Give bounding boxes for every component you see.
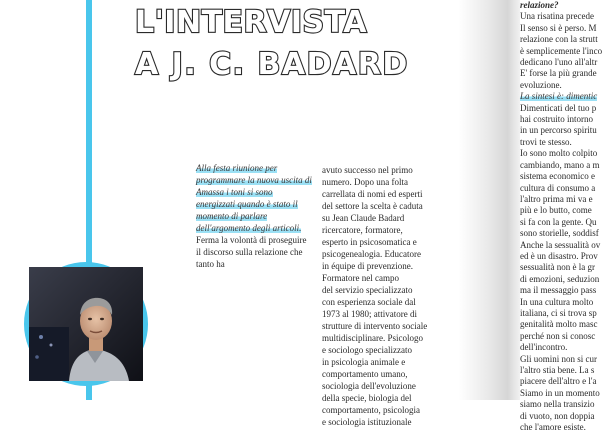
right-line: italiana, ci si trova sp bbox=[520, 307, 597, 318]
right-line: Anche la sessualità ov bbox=[520, 239, 601, 250]
right-line: ma il messaggio pass bbox=[520, 285, 597, 296]
middle-line: del settore la scelta è caduta bbox=[322, 201, 423, 211]
right-line: è semplicemente l'inco bbox=[520, 45, 602, 56]
right-line: piacere dell'altro e l'a bbox=[520, 376, 597, 387]
right-line: che l'amore esiste. bbox=[520, 422, 586, 433]
right-line: hai costruito intorno bbox=[520, 114, 593, 125]
middle-line: 1973 al 1980; attivatore di bbox=[322, 309, 417, 319]
middle-line: Formatore nel campo bbox=[322, 273, 399, 283]
right-line: sono storielle, soddisf bbox=[520, 228, 599, 239]
middle-line: ricercatore, formatore, bbox=[322, 225, 403, 235]
middle-line: esperto in psicosomatica e bbox=[322, 237, 417, 247]
right-line: sistema economico e bbox=[520, 171, 595, 182]
right-line: di emozioni, seduzion bbox=[520, 273, 600, 284]
intro-highlight: Alla festa riunione per programmare la nuova uscita di Amassa i toni si sono energizzati quando è stato il momento di parlare dell'argomento degli articoli. bbox=[196, 163, 312, 233]
right-line: Dimenticati del tuo p bbox=[520, 102, 597, 113]
right-line: di vuoto, non doppia bbox=[520, 410, 595, 421]
middle-line: psicogenealogia. Educatore bbox=[322, 249, 421, 259]
middle-line: della specie, biologia del bbox=[322, 393, 412, 403]
portrait-photo-icon bbox=[24, 262, 148, 386]
right-line: più e lo butto, come bbox=[520, 205, 592, 216]
middle-line: strutture di intervento sociale bbox=[322, 321, 428, 331]
middle-line: sociologia dell'evoluzione bbox=[322, 381, 416, 391]
middle-line: comportamento, psicologia bbox=[322, 405, 420, 415]
right-line: in un percorso spiritu bbox=[520, 125, 597, 136]
right-line: perché non si conosc bbox=[520, 330, 596, 341]
middle-line: in équipe di prevenzione. bbox=[322, 261, 413, 271]
right-line: trovi te stesso. bbox=[520, 136, 572, 147]
article-subtitle: A J. C. BADARD bbox=[135, 47, 409, 82]
right-line: Una risatina precede bbox=[520, 11, 594, 22]
right-column bbox=[520, 0, 602, 433]
right-line: ed è un disastro. Prov bbox=[520, 250, 598, 261]
right-line: Gli uomini non si cur bbox=[520, 353, 597, 364]
right-line: genitalità molto masc bbox=[520, 319, 598, 330]
right-line: relazione? bbox=[520, 0, 559, 10]
right-line: dell'incontro. bbox=[520, 342, 568, 353]
middle-line: su Jean Claude Badard bbox=[322, 213, 405, 223]
right-line: Il senso si è perso. M bbox=[520, 22, 597, 33]
middle-line: e sociologo specializzato bbox=[322, 345, 412, 355]
right-line: relazione con la strutt bbox=[520, 34, 598, 45]
page-fold-shadow bbox=[458, 0, 520, 400]
middle-line: multidisciplinare. Psicologo bbox=[322, 333, 423, 343]
middle-line: e sociologia istituzionale bbox=[322, 417, 412, 427]
middle-line: carrellata di nomi ed esperti bbox=[322, 189, 423, 199]
right-line: cambiando, mano a m bbox=[520, 159, 600, 170]
right-line bbox=[520, 91, 600, 102]
right-highlight: La sintesi è: dimentic bbox=[520, 91, 598, 102]
right-line: E' forse la più grande bbox=[520, 68, 597, 79]
right-line: evoluzione. bbox=[520, 79, 562, 90]
portrait-illustration bbox=[29, 267, 143, 381]
right-line: Io sono molto colpito bbox=[520, 148, 598, 159]
right-line: l'altro stia bene. La s bbox=[520, 365, 595, 375]
right-line: Siamo in un momento bbox=[520, 387, 600, 398]
right-line: si fa con la gente. Qu bbox=[520, 216, 597, 227]
right-line: siamo nella transizio bbox=[520, 399, 595, 410]
right-line: sessualità non è la gr bbox=[520, 262, 595, 273]
right-line: l'altro prima mi va e bbox=[520, 193, 593, 204]
right-line: cultura di consumo a bbox=[520, 182, 596, 193]
intro-body: Ferma la volontà di proseguire il discorso sulla relazione che tanto ha bbox=[196, 235, 307, 269]
middle-column bbox=[322, 164, 442, 428]
middle-line: comportamento umano, bbox=[322, 369, 408, 379]
right-line: dedicano l'uno all'altr bbox=[520, 57, 598, 68]
article-title: L'INTERVISTA bbox=[135, 5, 367, 40]
right-line: In una cultura molto bbox=[520, 296, 594, 307]
middle-line: avuto successo nel primo bbox=[322, 165, 413, 175]
middle-line: con esperienza sociale dal bbox=[322, 297, 416, 307]
middle-line: del servizio specializzato bbox=[322, 285, 413, 295]
intro-paragraph bbox=[196, 162, 312, 270]
middle-line: numero. Dopo una folta bbox=[322, 177, 408, 187]
middle-line: in psicologia animale e bbox=[322, 357, 406, 367]
